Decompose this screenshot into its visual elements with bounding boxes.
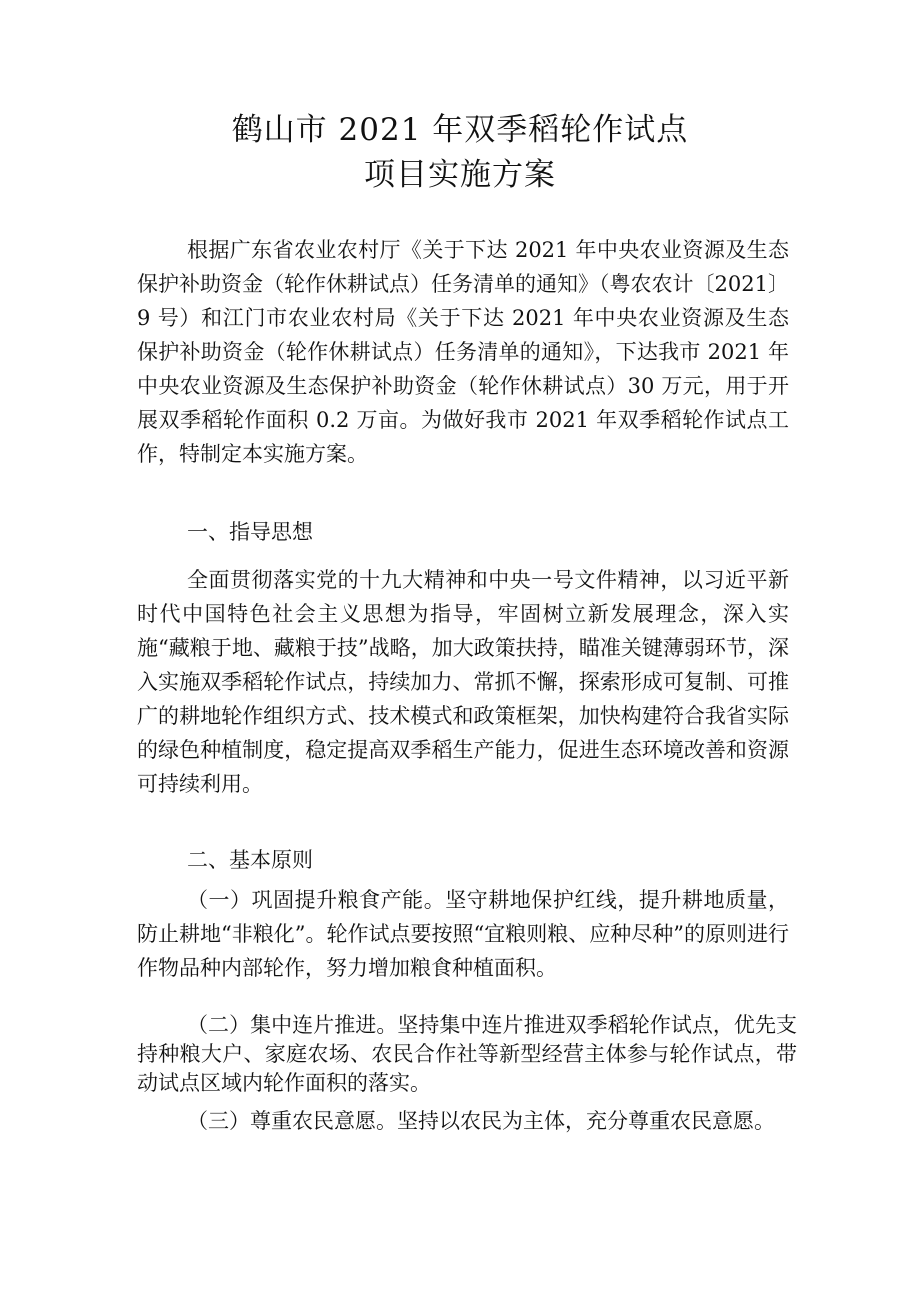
document-title-line1: 鹤山市 2021 年双季稻轮作试点 xyxy=(231,112,689,148)
document-title-line2: 项目实施方案 xyxy=(364,157,556,193)
principle-paragraph-2: （二）集中连片推进。坚持集中连片推进双季稻轮作试点，优先支持种粮大户、家庭农场、农民合作社等新型经营主体参与轮作试点，带动试点区域内轮作面积的落实。 xyxy=(137,1013,797,1095)
guiding-ideology-paragraph: 全面贯彻落实党的十九大精神和中央一号文件精神，以习近平新时代中国特色社会主义思想为指导，牢固树立新发展理念，深入实施“藏粮于地、藏粮于技”战略，加大政策扶持，瞄准关键薄弱环节，深入实施双季稻轮作试点，持续加力、常抓不懈，探索形成可复制、可推广的耕地轮作组织方式、技术模式和政策框架，加快构建符合我省实际的绿色种植制度，稳定提高双季稻生产能力，促进生态环境改善和资源可持续利用。 xyxy=(137,568,789,796)
principle-paragraph-1: （一）巩固提升粮食产能。坚守耕地保护红线，提升耕地质量，防止耕地“非粮化”。轮作试点要按照“宜粮则粮、应种尽种”的原则进行作物品种内部轮作，努力增加粮食种植面积。 xyxy=(137,888,789,980)
section-heading-basic-principles: 二、基本原则 xyxy=(187,848,313,872)
principle-paragraph-3: （三）尊重农民意愿。坚持以农民为主体，充分尊重农民意愿。 xyxy=(187,1109,775,1133)
section-heading-guiding-ideology: 一、指导思想 xyxy=(187,520,313,544)
intro-paragraph: 根据广东省农业农村厅《关于下达 2021 年中央农业资源及生态保护补助资金（轮作休耕试点）任务清单的通知》（粤农农计〔2021〕9 号）和江门市农业农村局《关于下达 2021 年中央农业资源及生态保护补助资金（轮作休耕试点）任务清单的通知》，下达我市 2021 年中央农业资源及生态保护补助资金（轮作休耕试点）30 万元，用于开展双季稻轮作面积 0.2 万亩。为做好我市 2021 年双季稻轮作试点工作，特制定本实施方案。 xyxy=(137,238,789,466)
